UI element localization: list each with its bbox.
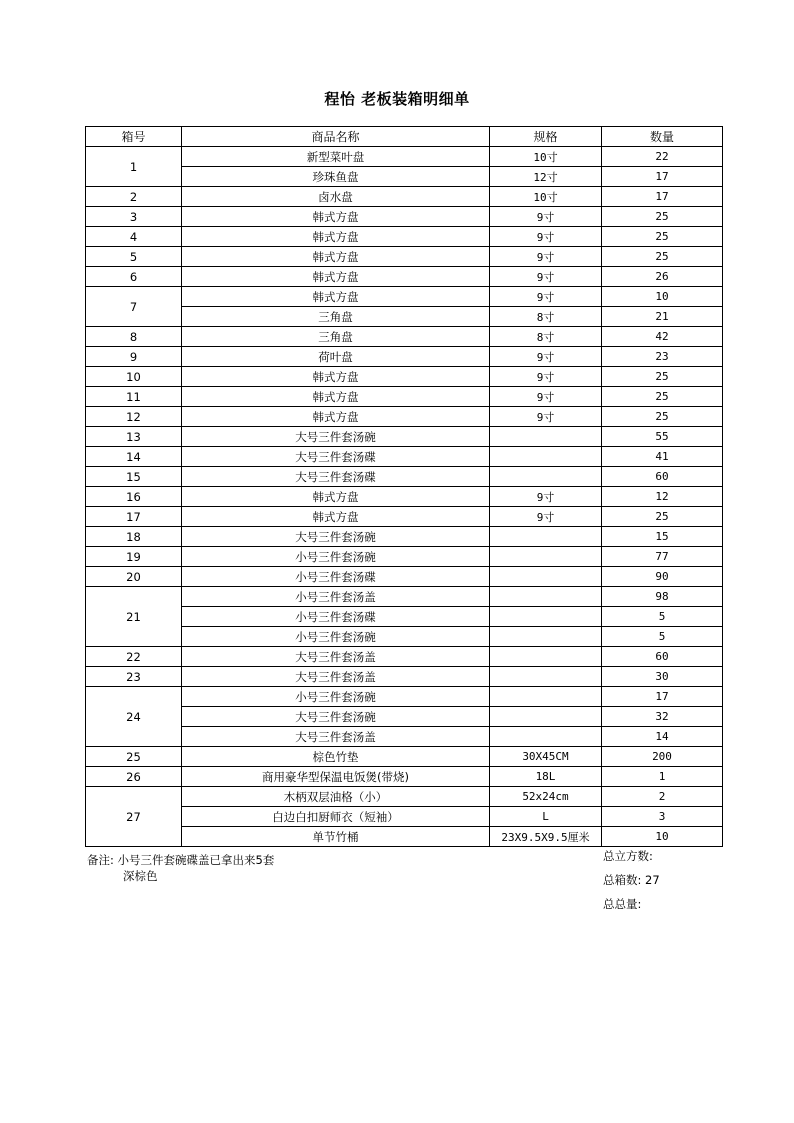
box-number-cell: 11 (86, 387, 182, 407)
quantity-cell: 200 (602, 747, 723, 767)
quantity-cell: 17 (602, 687, 723, 707)
table-row (86, 787, 723, 807)
quantity-cell: 42 (602, 327, 723, 347)
remarks-label: 备注: (87, 853, 114, 867)
product-name-cell: 商用豪华型保温电饭煲(带烧) (182, 767, 490, 787)
quantity-cell: 25 (602, 227, 723, 247)
spec-cell: 9寸 (490, 287, 602, 307)
spec-cell: 9寸 (490, 247, 602, 267)
box-number-cell: 1 (86, 147, 182, 187)
product-name-cell: 卤水盘 (182, 187, 490, 207)
product-name-cell: 小号三件套汤盖 (182, 587, 490, 607)
box-number-cell: 6 (86, 267, 182, 287)
quantity-cell: 32 (602, 707, 723, 727)
table-row (86, 507, 723, 527)
box-number-cell: 24 (86, 687, 182, 747)
box-number-cell: 14 (86, 447, 182, 467)
product-name-cell: 韩式方盘 (182, 367, 490, 387)
table-row (86, 147, 723, 167)
quantity-cell: 25 (602, 207, 723, 227)
quantity-cell: 5 (602, 627, 723, 647)
table-row (86, 767, 723, 787)
quantity-cell: 21 (602, 307, 723, 327)
table-row (86, 627, 723, 647)
box-number-cell: 15 (86, 467, 182, 487)
quantity-cell: 12 (602, 487, 723, 507)
spec-cell: 9寸 (490, 347, 602, 367)
quantity-cell: 3 (602, 807, 723, 827)
product-name-cell: 韩式方盘 (182, 207, 490, 227)
table-row (86, 167, 723, 187)
remarks-line-1: 小号三件套碗碟盖已拿出来5套 (117, 853, 275, 867)
quantity-cell: 30 (602, 667, 723, 687)
table-body (86, 147, 723, 847)
header-quantity: 数量 (602, 127, 723, 147)
spec-cell: 10寸 (490, 187, 602, 207)
product-name-cell: 韩式方盘 (182, 227, 490, 247)
quantity-cell: 25 (602, 367, 723, 387)
spec-cell: 8寸 (490, 327, 602, 347)
quantity-cell: 14 (602, 727, 723, 747)
box-number-cell: 5 (86, 247, 182, 267)
spec-cell (490, 607, 602, 627)
box-number-cell: 13 (86, 427, 182, 447)
table-row (86, 467, 723, 487)
total-boxes: 总箱数: 27 (603, 873, 660, 887)
box-number-cell: 10 (86, 367, 182, 387)
table-row (86, 567, 723, 587)
spec-cell: 8寸 (490, 307, 602, 327)
table-row (86, 727, 723, 747)
spec-cell (490, 627, 602, 647)
table-header-row (86, 127, 723, 147)
spec-cell: 9寸 (490, 207, 602, 227)
product-name-cell: 珍珠鱼盘 (182, 167, 490, 187)
quantity-cell: 2 (602, 787, 723, 807)
spec-cell: 9寸 (490, 367, 602, 387)
quantity-cell: 55 (602, 427, 723, 447)
box-number-cell: 19 (86, 547, 182, 567)
totals-block (603, 848, 660, 920)
quantity-cell: 23 (602, 347, 723, 367)
product-name-cell: 棕色竹垫 (182, 747, 490, 767)
quantity-cell: 77 (602, 547, 723, 567)
product-name-cell: 小号三件套汤碟 (182, 607, 490, 627)
quantity-cell: 26 (602, 267, 723, 287)
spec-cell (490, 447, 602, 467)
table-row (86, 687, 723, 707)
spec-cell: 30X45CM (490, 747, 602, 767)
total-volume: 总立方数: (603, 849, 653, 863)
table-row (86, 207, 723, 227)
quantity-cell: 25 (602, 387, 723, 407)
product-name-cell: 单节竹桶 (182, 827, 490, 847)
product-name-cell: 白边白扣厨师衣（短袖） (182, 807, 490, 827)
spec-cell: 52x24cm (490, 787, 602, 807)
spec-cell (490, 427, 602, 447)
box-number-cell: 21 (86, 587, 182, 647)
table-row (86, 327, 723, 347)
box-number-cell: 16 (86, 487, 182, 507)
product-name-cell: 小号三件套汤碗 (182, 687, 490, 707)
product-name-cell: 韩式方盘 (182, 487, 490, 507)
table-row (86, 407, 723, 427)
quantity-cell: 98 (602, 587, 723, 607)
box-number-cell: 8 (86, 327, 182, 347)
header-spec: 规格 (490, 127, 602, 147)
quantity-cell: 25 (602, 507, 723, 527)
quantity-cell: 25 (602, 247, 723, 267)
table-row (86, 667, 723, 687)
product-name-cell: 小号三件套汤碗 (182, 627, 490, 647)
product-name-cell: 大号三件套汤盖 (182, 647, 490, 667)
page-title: 程怡 老板装箱明细单 (324, 90, 470, 108)
spec-cell: 9寸 (490, 507, 602, 527)
spec-cell: 9寸 (490, 267, 602, 287)
quantity-cell: 17 (602, 187, 723, 207)
product-name-cell: 木柄双层油格（小） (182, 787, 490, 807)
quantity-cell: 90 (602, 567, 723, 587)
table-row (86, 647, 723, 667)
quantity-cell: 60 (602, 467, 723, 487)
spec-cell (490, 727, 602, 747)
product-name-cell: 新型菜叶盘 (182, 147, 490, 167)
spec-cell: L (490, 807, 602, 827)
spec-cell (490, 687, 602, 707)
quantity-cell: 15 (602, 527, 723, 547)
product-name-cell: 韩式方盘 (182, 407, 490, 427)
product-name-cell: 荷叶盘 (182, 347, 490, 367)
spec-cell: 9寸 (490, 227, 602, 247)
table-row (86, 227, 723, 247)
table-row (86, 267, 723, 287)
box-number-cell: 27 (86, 787, 182, 847)
quantity-cell: 10 (602, 287, 723, 307)
spec-cell: 9寸 (490, 407, 602, 427)
table-row (86, 187, 723, 207)
spec-cell (490, 707, 602, 727)
product-name-cell: 三角盘 (182, 327, 490, 347)
quantity-cell: 60 (602, 647, 723, 667)
table-row (86, 607, 723, 627)
remarks-line-2: 深棕色 (123, 869, 158, 883)
product-name-cell: 大号三件套汤碟 (182, 467, 490, 487)
quantity-cell: 1 (602, 767, 723, 787)
box-number-cell: 2 (86, 187, 182, 207)
table-row (86, 827, 723, 847)
box-number-cell: 17 (86, 507, 182, 527)
table-row (86, 707, 723, 727)
spec-cell (490, 587, 602, 607)
box-number-cell: 23 (86, 667, 182, 687)
product-name-cell: 韩式方盘 (182, 247, 490, 267)
spec-cell (490, 527, 602, 547)
product-name-cell: 韩式方盘 (182, 287, 490, 307)
table-row (86, 747, 723, 767)
box-number-cell: 12 (86, 407, 182, 427)
box-number-cell: 20 (86, 567, 182, 587)
table-row (86, 487, 723, 507)
quantity-cell: 25 (602, 407, 723, 427)
table-row (86, 427, 723, 447)
box-number-cell: 18 (86, 527, 182, 547)
spec-cell (490, 647, 602, 667)
product-name-cell: 小号三件套汤碗 (182, 547, 490, 567)
spec-cell: 9寸 (490, 487, 602, 507)
table-row (86, 447, 723, 467)
spec-cell: 10寸 (490, 147, 602, 167)
spec-cell (490, 567, 602, 587)
product-name-cell: 韩式方盘 (182, 387, 490, 407)
product-name-cell: 大号三件套汤碗 (182, 707, 490, 727)
spec-cell: 12寸 (490, 167, 602, 187)
packing-list-table (85, 126, 723, 847)
spec-cell (490, 547, 602, 567)
quantity-cell: 5 (602, 607, 723, 627)
quantity-cell: 41 (602, 447, 723, 467)
table-row (86, 247, 723, 267)
header-box-number: 箱号 (86, 127, 182, 147)
box-number-cell: 22 (86, 647, 182, 667)
box-number-cell: 25 (86, 747, 182, 767)
quantity-cell: 17 (602, 167, 723, 187)
product-name-cell: 大号三件套汤碗 (182, 527, 490, 547)
box-number-cell: 3 (86, 207, 182, 227)
total-quantity: 总总量: (603, 897, 642, 911)
box-number-cell: 7 (86, 287, 182, 327)
quantity-cell: 10 (602, 827, 723, 847)
spec-cell (490, 467, 602, 487)
table-row (86, 807, 723, 827)
spec-cell: 9寸 (490, 387, 602, 407)
product-name-cell: 韩式方盘 (182, 267, 490, 287)
product-name-cell: 大号三件套汤碟 (182, 447, 490, 467)
table-row (86, 387, 723, 407)
product-name-cell: 大号三件套汤碗 (182, 427, 490, 447)
spec-cell: 23X9.5X9.5厘米 (490, 827, 602, 847)
product-name-cell: 大号三件套汤盖 (182, 667, 490, 687)
table-row (86, 307, 723, 327)
product-name-cell: 大号三件套汤盖 (182, 727, 490, 747)
table-row (86, 547, 723, 567)
remarks (87, 852, 274, 884)
table-row (86, 527, 723, 547)
table-row (86, 287, 723, 307)
spec-cell (490, 667, 602, 687)
box-number-cell: 4 (86, 227, 182, 247)
box-number-cell: 9 (86, 347, 182, 367)
box-number-cell: 26 (86, 767, 182, 787)
spec-cell: 18L (490, 767, 602, 787)
product-name-cell: 小号三件套汤碟 (182, 567, 490, 587)
quantity-cell: 22 (602, 147, 723, 167)
table-row (86, 587, 723, 607)
table-row (86, 347, 723, 367)
table-row (86, 367, 723, 387)
product-name-cell: 三角盘 (182, 307, 490, 327)
product-name-cell: 韩式方盘 (182, 507, 490, 527)
header-product-name: 商品名称 (182, 127, 490, 147)
